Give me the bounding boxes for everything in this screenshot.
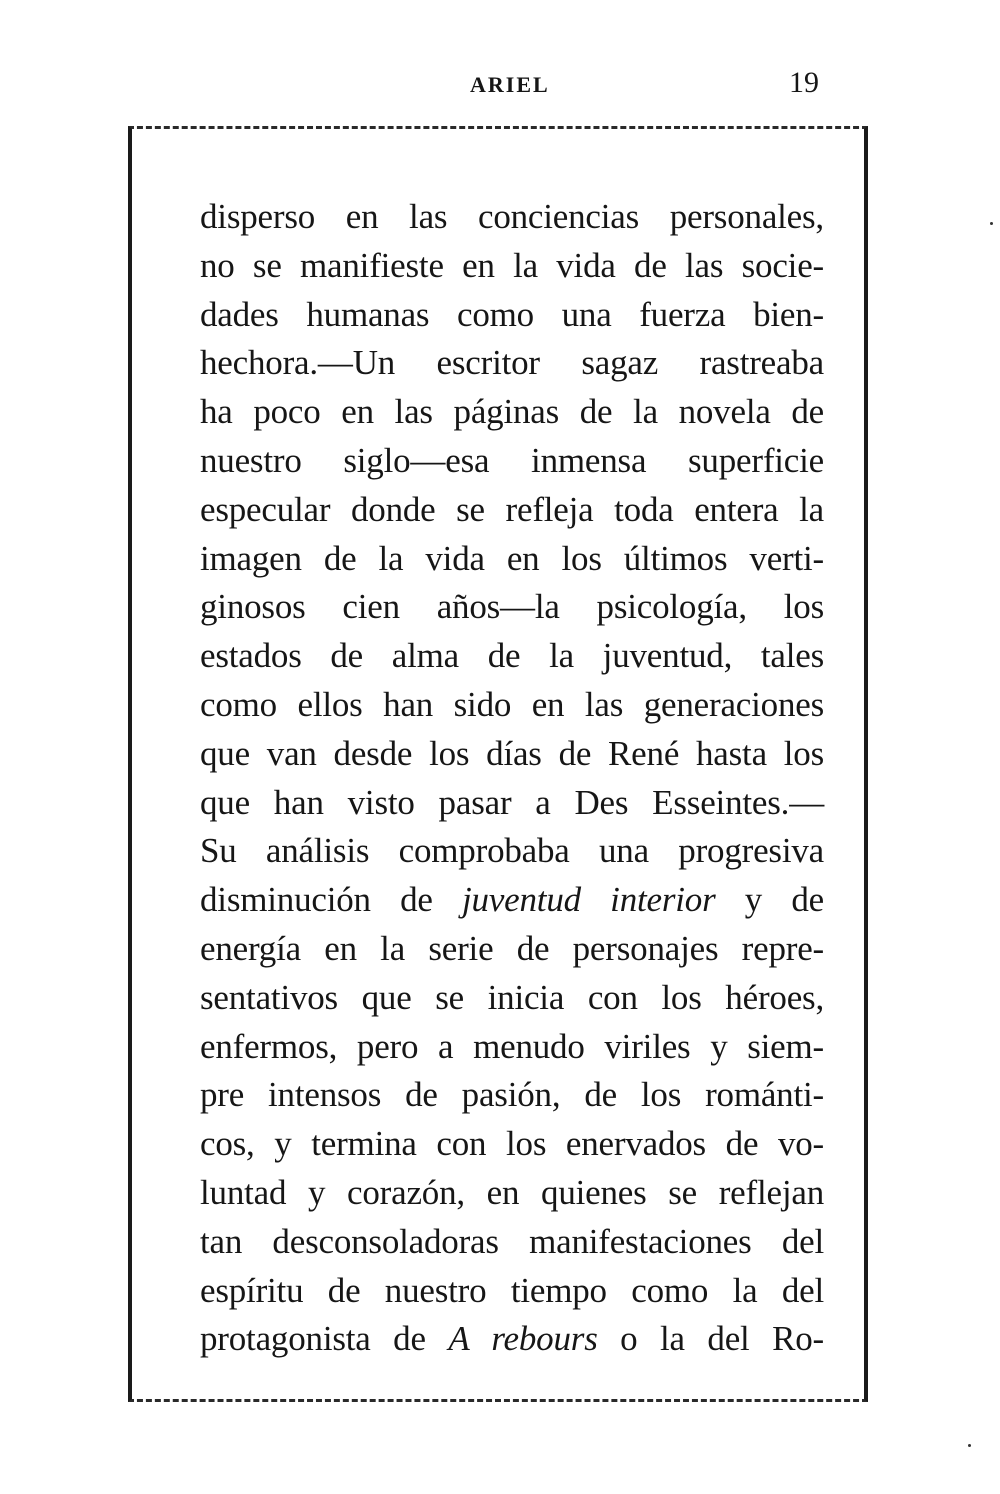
page-number: 19	[789, 66, 819, 99]
text-line	[200, 1023, 824, 1072]
text-segment: protagonista de	[200, 1319, 449, 1359]
text-line	[200, 193, 824, 242]
text-line	[200, 1169, 824, 1218]
text-segment: sentativos que se inicia con los héroes,	[200, 977, 824, 1017]
body-text	[200, 193, 824, 1364]
text-line	[200, 925, 824, 974]
text-segment: enfermos, pero a menudo viriles y siem-	[200, 1026, 824, 1066]
text-segment: disperso en las conciencias personales,	[200, 197, 824, 236]
text-segment: o la del Ro-	[597, 1319, 825, 1359]
text-line	[200, 1120, 824, 1169]
text-line	[200, 1071, 824, 1120]
text-line	[200, 681, 824, 730]
text-segment: ginosos cien años—la psicología, los	[200, 587, 824, 627]
text-segment: estados de alma de la juventud, tales	[200, 636, 824, 676]
text-segment: cos, y termina con los enervados de vo-	[200, 1124, 824, 1164]
text-segment: nuestro siglo—esa inmensa superficie	[200, 440, 824, 480]
text-segment: imagen de la vida en los últimos verti-	[200, 538, 824, 578]
text-line	[200, 242, 824, 291]
text-segment: pre intensos de pasión, de los románti-	[200, 1075, 824, 1115]
text-segment: que van desde los días de René hasta los	[200, 733, 824, 773]
italic-phrase: juventud interior	[462, 880, 716, 920]
text-segment: tan desconsoladoras manifestaciones del	[200, 1221, 824, 1261]
text-line	[200, 1218, 824, 1267]
text-line	[200, 974, 824, 1023]
text-line	[200, 437, 824, 486]
text-segment: Su análisis comprobaba una progresiva	[200, 831, 824, 871]
italic-phrase: A rebours	[448, 1319, 598, 1359]
print-speck	[968, 1444, 971, 1447]
text-line	[200, 583, 824, 632]
text-line	[200, 486, 824, 535]
text-line	[200, 632, 824, 681]
text-segment: energía en la serie de personajes repre-	[200, 928, 824, 968]
text-line	[200, 827, 824, 876]
text-line	[200, 1315, 824, 1364]
text-line	[200, 291, 824, 340]
text-line	[200, 876, 824, 925]
text-line	[200, 388, 824, 437]
running-head	[0, 66, 1000, 106]
text-segment: hechora.—Un escritor sagaz rastreaba	[200, 343, 824, 383]
text-line	[200, 339, 824, 388]
print-speck	[990, 222, 993, 225]
text-segment: disminución de	[200, 880, 462, 920]
text-line	[200, 730, 824, 779]
text-segment: como ellos han sido en las generaciones	[200, 684, 824, 724]
running-title: ARIEL	[470, 72, 550, 97]
text-line	[200, 779, 824, 828]
text-segment: especular donde se refleja toda entera la	[200, 489, 824, 529]
text-segment: que han visto pasar a Des Esseintes.—	[200, 782, 824, 822]
text-segment: dades humanas como una fuerza bien-	[200, 294, 824, 334]
text-line	[200, 535, 824, 584]
text-segment: y de	[715, 880, 824, 920]
text-line	[200, 1267, 824, 1316]
text-segment: espíritu de nuestro tiempo como la del	[200, 1270, 824, 1310]
text-segment: ha poco en las páginas de la novela de	[200, 392, 824, 432]
text-segment: luntad y corazón, en quienes se reflejan	[200, 1172, 824, 1212]
text-segment: no se manifieste en la vida de las socie-	[200, 245, 824, 285]
